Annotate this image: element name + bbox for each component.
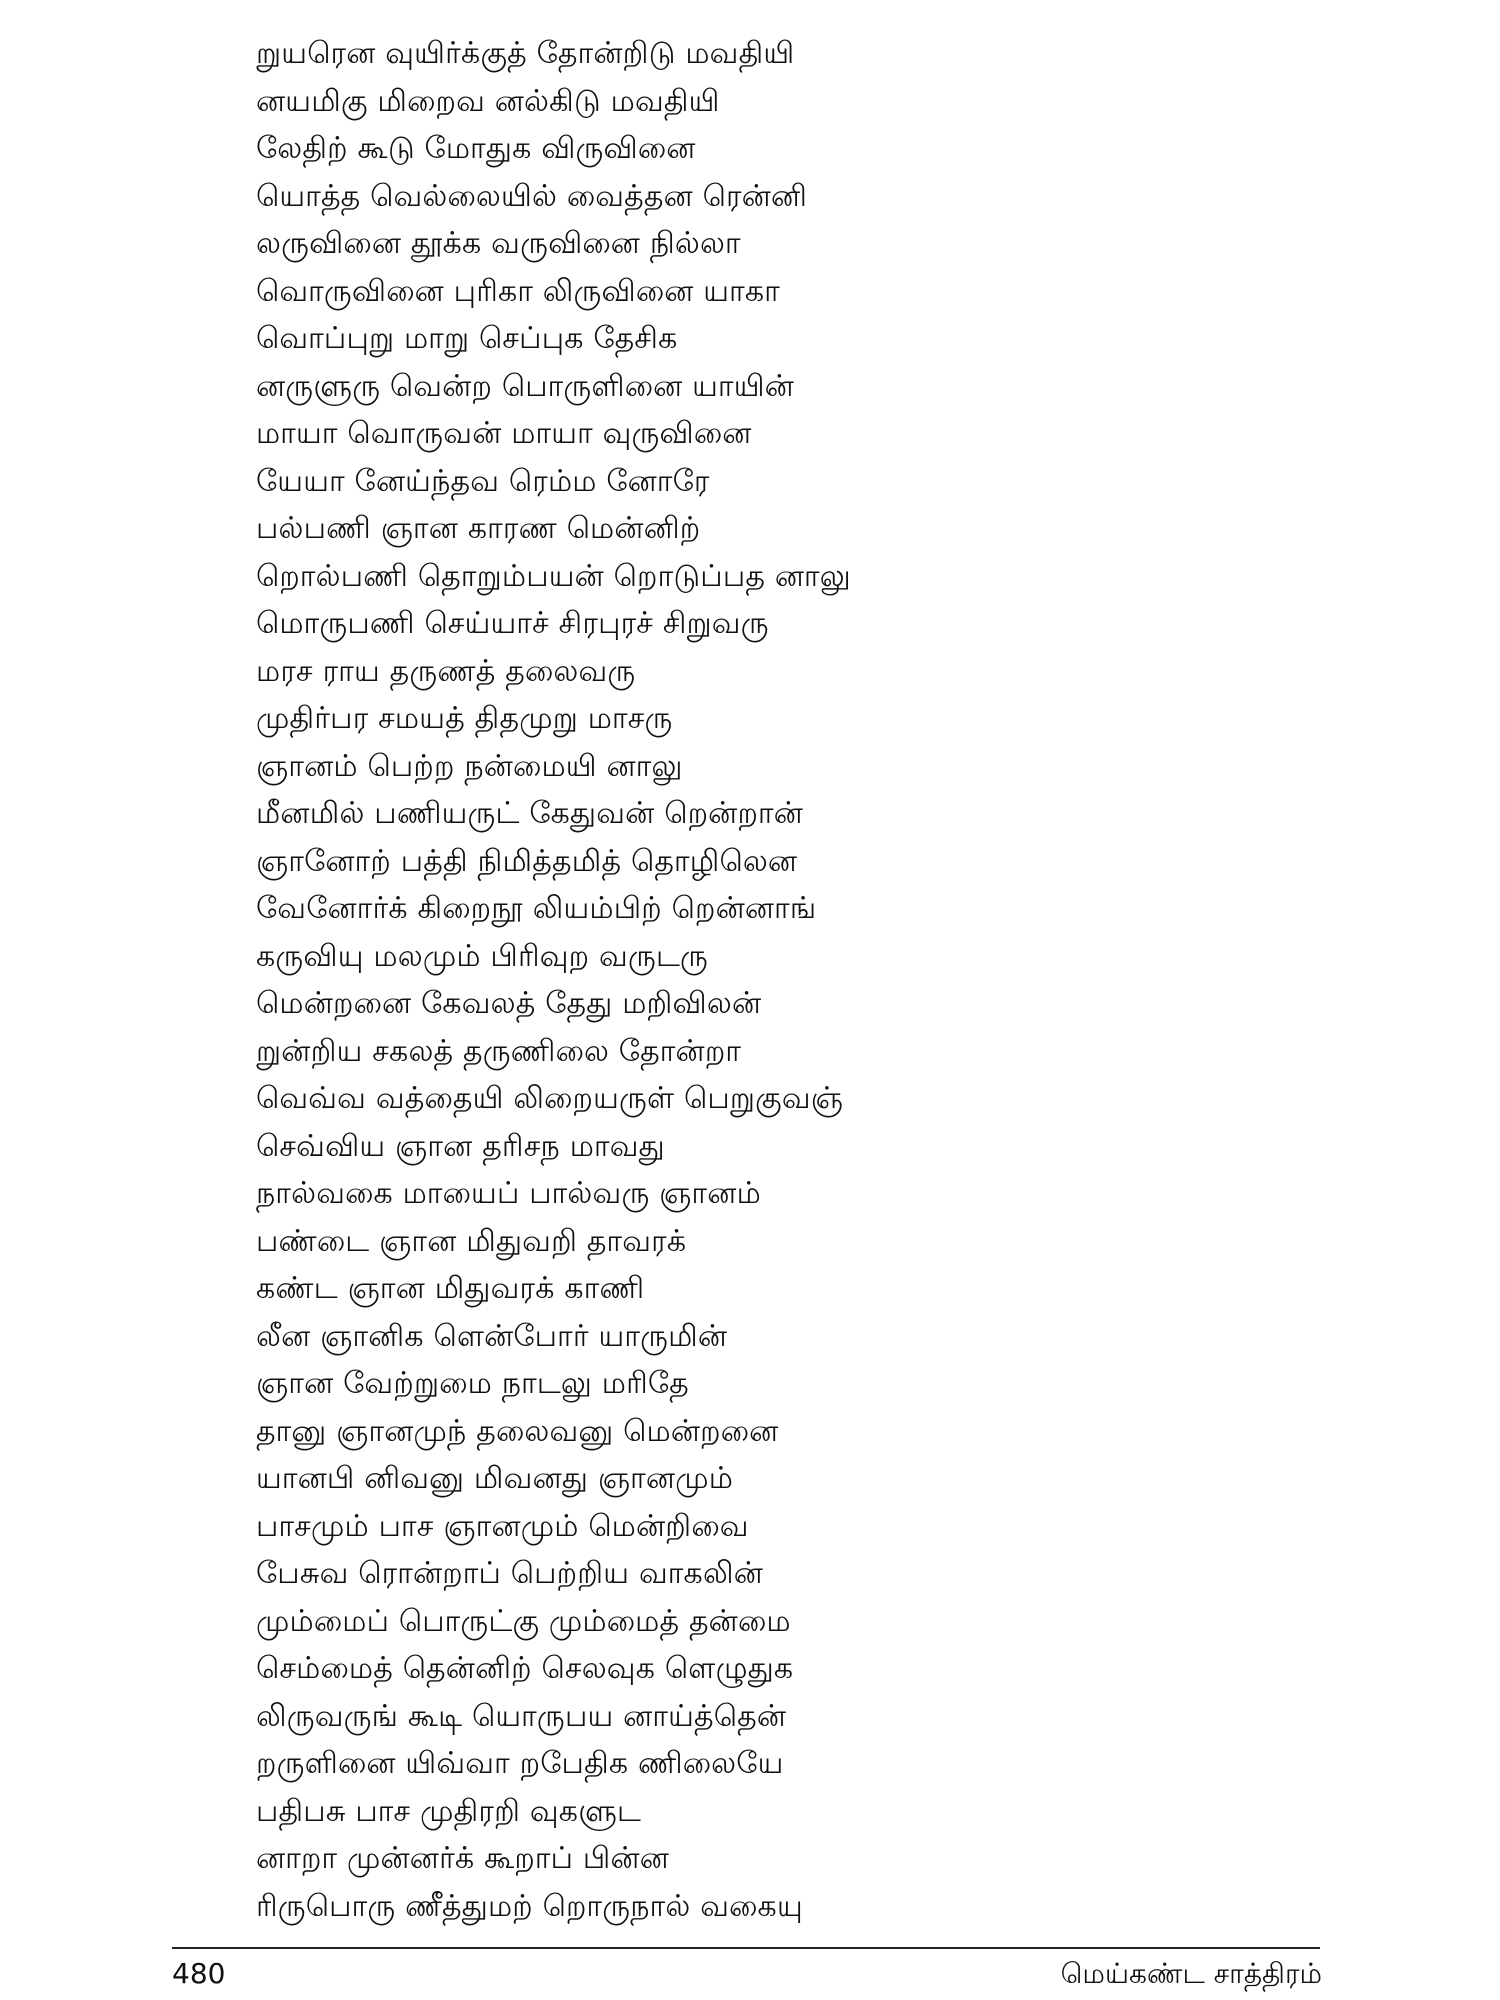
poem-line: னயமிகு மிறைவ னல்கிடு மவதியி — [256, 83, 720, 119]
poem-line: றொல்பணி தொறும்பயன் றொடுப்பத னாலு — [256, 558, 851, 594]
poem-line: னாறா முன்னர்க் கூறாப் பின்ன — [256, 1841, 670, 1876]
poem-line: ஞானோற் பத்தி நிமித்தமித் தொழிலென — [256, 843, 798, 879]
poem-line: மாயா வொருவன் மாயா வுருவினை — [256, 416, 752, 451]
poem-line: பாசமும் பாச ஞானமும் மென்றிவை — [256, 1508, 749, 1544]
poem-line: லிருவருங் கூடி யொருபய னாய்த்தென் — [256, 1698, 787, 1734]
poem-line: மரச ராய தருணத் தலைவரு — [256, 653, 636, 689]
poem-line: லருவினை தூக்க வருவினை நில்லா — [256, 226, 741, 261]
poem-line: வெவ்வ வத்தையி லிறையருள் பெறுகுவஞ் — [256, 1081, 844, 1116]
poem-text — [256, 30, 1356, 1930]
poem-line: கருவியு மலமும் பிரிவுற வருடரு — [256, 938, 709, 974]
poem-line: யொத்த வெல்லையில் வைத்தன ரென்னி — [256, 178, 808, 214]
poem-line: ஞானம் பெற்ற நன்மையி னாலு — [256, 748, 683, 784]
poem-line: நால்வகை மாயைப் பால்வரு ஞானம் — [256, 1176, 761, 1211]
poem-line: யானபி னிவனு மிவனது ஞானமும் — [256, 1461, 734, 1496]
poem-line: மீனமில் பணியருட் கேதுவன் றென்றான் — [256, 796, 804, 831]
poem-line: றருளினை யிவ்வா றபேதிக ணிலையே — [256, 1746, 784, 1781]
poem-line: றுயரென வுயிர்க்குத் தோன்றிடு மவதியி — [256, 36, 795, 71]
poem-line: யேயா னேய்ந்தவ ரெம்ம னோரே — [256, 463, 710, 499]
poem-line: ரிருபொரு ணீத்துமற் றொருநால் வகையு — [256, 1888, 803, 1924]
poem-line: வொருவினை புரிகா லிருவினை யாகா — [256, 273, 780, 309]
poem-line: செம்மைத் தென்னிற் செலவுக ளெழுதுக — [256, 1651, 794, 1686]
poem-line: பல்பணி ஞான காரண மென்னிற் — [256, 511, 701, 546]
poem-line: றுன்றிய சகலத் தருணிலை தோன்றா — [256, 1033, 742, 1069]
poem-line: பேசுவ ரொன்றாப் பெற்றிய வாகலின் — [256, 1556, 763, 1591]
poem-line: மொருபணி செய்யாச் சிரபுரச் சிறுவரு — [256, 606, 769, 641]
poem-line: பதிபசு பாச முதிரறி வுகளுட — [256, 1793, 642, 1829]
poem-line: வொப்புறு மாறு செப்புக தேசிக — [256, 321, 678, 356]
poem-line: கண்ட ஞான மிதுவரக் காணி — [256, 1271, 645, 1306]
poem-line: செவ்விய ஞான தரிசந மாவது — [256, 1128, 665, 1164]
poem-line: மென்றனை கேவலத் தேது மறிவிலன் — [256, 986, 762, 1021]
running-title: மெய்கண்ட சாத்திரம் — [1060, 1957, 1322, 1990]
poem-line: லேதிற் கூடு மோதுக விருவினை — [256, 131, 696, 166]
footer-divider — [172, 1947, 1320, 1949]
page-number: 480 — [172, 1957, 226, 1990]
poem-line: பண்டை ஞான மிதுவறி தாவரக் — [256, 1223, 687, 1259]
poem-line: னருளுரு வென்ற பொருளினை யாயின் — [256, 368, 795, 404]
poem-line: ஞான வேற்றுமை நாடலு மரிதே — [256, 1366, 689, 1401]
poem-line: முதிர்பர சமயத் திதமுறு மாசரு — [256, 701, 673, 736]
poem-line: தானு ஞானமுந் தலைவனு மென்றனை — [256, 1413, 779, 1449]
poem-line: லீன ஞானிக ளென்போர் யாருமின் — [256, 1318, 728, 1354]
poem-line: வேனோர்க் கிறைநூ லியம்பிற் றென்னாங் — [256, 891, 817, 926]
poem-line: மும்மைப் பொருட்கு மும்மைத் தன்மை — [256, 1603, 791, 1639]
